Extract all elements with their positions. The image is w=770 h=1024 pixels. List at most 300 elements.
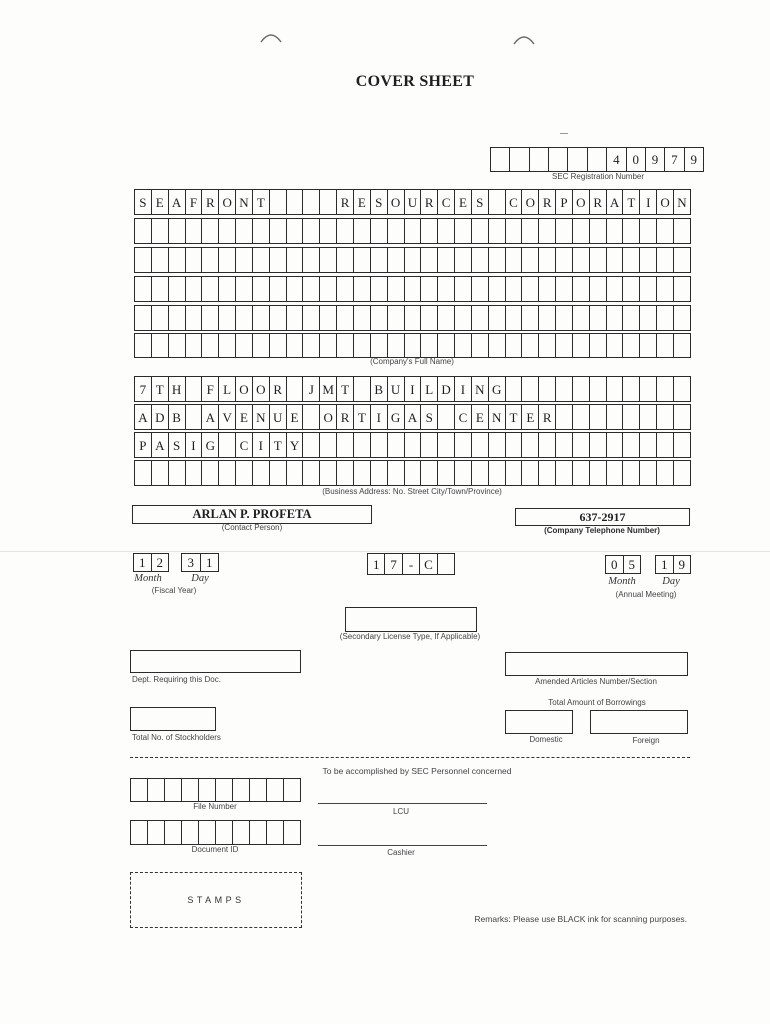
- char-cell: 1: [368, 554, 385, 574]
- stockholders-box: [130, 707, 216, 731]
- char-cell: [354, 461, 371, 485]
- char-cell: [219, 248, 236, 272]
- char-cell: I: [253, 433, 270, 457]
- char-cell: [135, 461, 152, 485]
- char-cell: [320, 461, 337, 485]
- contact-person-label: (Contact Person): [221, 523, 283, 532]
- char-cell: G: [202, 433, 219, 457]
- char-cell: [623, 248, 640, 272]
- char-cell: [287, 306, 304, 330]
- char-cell: [657, 405, 674, 429]
- char-cell: [489, 461, 506, 485]
- char-cell: [607, 377, 624, 401]
- char-cell: A: [202, 405, 219, 429]
- char-cell: [337, 306, 354, 330]
- char-cell: [421, 219, 438, 243]
- char-cell: 7: [665, 148, 684, 171]
- char-cell: [556, 334, 573, 357]
- file-number-label: File Number: [193, 802, 237, 811]
- char-cell: 0: [606, 556, 624, 573]
- char-cell: [472, 248, 489, 272]
- char-cell: [284, 821, 300, 844]
- char-cell: [506, 377, 523, 401]
- foreign-label: Foreign: [632, 736, 660, 745]
- char-cell: [250, 779, 267, 801]
- char-cell: [202, 306, 219, 330]
- char-cell: [135, 219, 152, 243]
- char-cell: [590, 334, 607, 357]
- char-cell: [623, 461, 640, 485]
- char-cell: [522, 377, 539, 401]
- char-cell: [253, 277, 270, 301]
- char-cell: [590, 248, 607, 272]
- char-cell: [674, 334, 690, 357]
- char-cell: [573, 277, 590, 301]
- char-cell: [405, 219, 422, 243]
- char-cell: C: [438, 190, 455, 214]
- char-cell: N: [236, 190, 253, 214]
- char-cell: [320, 306, 337, 330]
- char-cell: [405, 248, 422, 272]
- char-cell: S: [169, 433, 186, 457]
- char-cell: [287, 334, 304, 357]
- char-cell: 5: [628, 557, 635, 572]
- char-cell: [489, 248, 506, 272]
- char-cell: H: [169, 377, 186, 401]
- char-cell: R: [539, 405, 556, 429]
- char-cell: [556, 461, 573, 485]
- char-cell: [590, 219, 607, 243]
- char-cell: [287, 461, 304, 485]
- char-cell: [216, 779, 233, 801]
- char-cell: O: [522, 190, 539, 214]
- char-cell: 1: [134, 554, 152, 571]
- document-id-boxes: [130, 820, 301, 845]
- char-cell: [522, 433, 539, 457]
- char-cell: [388, 433, 405, 457]
- char-cell: E: [455, 190, 472, 214]
- char-cell: [674, 248, 690, 272]
- char-cell: [388, 277, 405, 301]
- char-cell: [489, 219, 506, 243]
- char-cell: [640, 219, 657, 243]
- char-cell: [236, 306, 253, 330]
- cashier-label: Cashier: [387, 848, 415, 857]
- char-cell: [657, 306, 674, 330]
- char-cell: [573, 377, 590, 401]
- page-title: COVER SHEET: [355, 73, 475, 90]
- char-cell: T: [270, 433, 287, 457]
- char-cell: P: [135, 433, 152, 457]
- char-cell: G: [489, 377, 506, 401]
- char-cell: [199, 779, 216, 801]
- char-cell: [472, 433, 489, 457]
- foreign-box: [590, 710, 688, 734]
- char-cell: [506, 219, 523, 243]
- char-cell: [284, 779, 300, 801]
- char-cell: [590, 377, 607, 401]
- char-cell: O: [320, 405, 337, 429]
- company-name-row: [134, 276, 691, 302]
- char-cell: R: [270, 377, 287, 401]
- char-cell: [472, 334, 489, 357]
- char-cell: A: [405, 405, 422, 429]
- char-cell: [287, 190, 304, 214]
- char-cell: [438, 433, 455, 457]
- char-cell: [607, 277, 624, 301]
- char-cell: 9: [646, 148, 665, 171]
- char-cell: R: [337, 190, 354, 214]
- company-name-row: [134, 333, 691, 358]
- annual-meeting-label: (Annual Meeting): [615, 590, 677, 599]
- company-name-row: [134, 218, 691, 244]
- lcu-line: [318, 803, 487, 804]
- char-cell: [182, 779, 199, 801]
- char-cell: E: [522, 405, 539, 429]
- domestic-label: Domestic: [529, 735, 563, 744]
- char-cell: N: [677, 194, 687, 210]
- business-address-label: (Business Address: No. Street City/Town/Province): [322, 487, 502, 496]
- char-cell: [354, 334, 371, 357]
- char-cell: [199, 821, 216, 844]
- char-cell: [421, 306, 438, 330]
- annual-meeting-day-boxes: [655, 555, 691, 574]
- char-cell: [303, 248, 320, 272]
- annual-meeting-day-label: Day: [662, 576, 680, 587]
- char-cell: P: [556, 190, 573, 214]
- char-cell: [568, 148, 587, 171]
- char-cell: [657, 334, 674, 357]
- char-cell: [303, 277, 320, 301]
- char-cell: 1: [656, 556, 674, 573]
- char-cell: [135, 306, 152, 330]
- char-cell: N: [472, 377, 489, 401]
- char-cell: [657, 219, 674, 243]
- char-cell: [236, 248, 253, 272]
- char-cell: U: [388, 377, 405, 401]
- company-name-row: [134, 305, 691, 331]
- char-cell: [640, 405, 657, 429]
- char-cell: [607, 219, 624, 243]
- char-cell: [623, 433, 640, 457]
- char-cell: [219, 433, 236, 457]
- char-cell: [657, 377, 674, 401]
- char-cell: [388, 219, 405, 243]
- char-cell: [169, 306, 186, 330]
- char-cell: [202, 461, 219, 485]
- char-cell: [135, 334, 152, 357]
- char-cell: [623, 277, 640, 301]
- business-address-row: [134, 404, 691, 430]
- char-cell: [455, 248, 472, 272]
- company-name-row: [134, 189, 691, 215]
- stockholders-label: Total No. of Stockholders: [132, 733, 221, 742]
- char-cell: [506, 248, 523, 272]
- char-cell: [320, 190, 337, 214]
- char-cell: [303, 433, 320, 457]
- char-cell: [320, 433, 337, 457]
- char-cell: [640, 433, 657, 457]
- char-cell: [233, 821, 250, 844]
- char-cell: [169, 461, 186, 485]
- char-cell: [388, 461, 405, 485]
- telephone-label: (Company Telephone Number): [544, 526, 660, 535]
- char-cell: [556, 219, 573, 243]
- char-cell: [489, 277, 506, 301]
- char-cell: [303, 190, 320, 214]
- char-cell: 7: [385, 554, 402, 574]
- char-cell: [303, 306, 320, 330]
- char-cell: 0: [627, 148, 646, 171]
- char-cell: E: [472, 405, 489, 429]
- char-cell: [320, 219, 337, 243]
- char-cell: [640, 377, 657, 401]
- char-cell: [388, 334, 405, 357]
- char-cell: [152, 306, 169, 330]
- char-cell: N: [489, 405, 506, 429]
- char-cell: [539, 334, 556, 357]
- char-cell: [169, 334, 186, 357]
- char-cell: D: [438, 377, 455, 401]
- char-cell: A: [135, 405, 152, 429]
- char-cell: [152, 334, 169, 357]
- contact-person-box: [132, 505, 372, 524]
- char-cell: [421, 248, 438, 272]
- char-cell: U: [270, 405, 287, 429]
- char-cell: [556, 248, 573, 272]
- char-cell: [405, 433, 422, 457]
- char-cell: C: [420, 554, 437, 574]
- char-cell: [455, 306, 472, 330]
- char-cell: [219, 219, 236, 243]
- company-name-label: (Company's Full Name): [370, 357, 454, 366]
- char-cell: I: [640, 190, 657, 214]
- char-cell: [303, 461, 320, 485]
- char-cell: R: [590, 190, 607, 214]
- domestic-box: [505, 710, 573, 734]
- char-cell: S: [421, 405, 438, 429]
- char-cell: [421, 334, 438, 357]
- char-cell: [337, 219, 354, 243]
- char-cell: [270, 461, 287, 485]
- char-cell: [640, 334, 657, 357]
- char-cell: [506, 433, 523, 457]
- document-id-label: Document ID: [191, 845, 239, 854]
- char-cell: I: [455, 377, 472, 401]
- char-cell: [405, 277, 422, 301]
- char-cell: 2: [156, 555, 163, 570]
- char-cell: [522, 306, 539, 330]
- char-cell: [354, 306, 371, 330]
- char-cell: [267, 779, 284, 801]
- char-cell: [623, 334, 640, 357]
- char-cell: [455, 433, 472, 457]
- char-cell: [590, 461, 607, 485]
- char-cell: [472, 461, 489, 485]
- char-cell: [202, 334, 219, 357]
- char-cell: [236, 219, 253, 243]
- char-cell: [186, 306, 203, 330]
- char-cell: [607, 306, 624, 330]
- amended-articles-label: Amended Articles Number/Section: [535, 677, 657, 686]
- char-cell: [354, 377, 371, 401]
- stamps-label: STAMPS: [187, 895, 245, 905]
- char-cell: S: [371, 190, 388, 214]
- fiscal-day-label: Day: [191, 573, 209, 584]
- char-cell: E: [287, 405, 304, 429]
- char-cell: [371, 248, 388, 272]
- char-cell: [623, 377, 640, 401]
- char-cell: [388, 248, 405, 272]
- char-cell: S: [135, 190, 152, 214]
- char-cell: [371, 277, 388, 301]
- char-cell: [539, 306, 556, 330]
- char-cell: [186, 219, 203, 243]
- char-cell: [674, 306, 690, 330]
- char-cell: [510, 148, 529, 171]
- char-cell: [640, 277, 657, 301]
- char-cell: D: [152, 405, 169, 429]
- contact-person-name: ARLAN P. PROFETA: [192, 507, 312, 522]
- business-address-row: [134, 376, 691, 402]
- char-cell: [202, 219, 219, 243]
- char-cell: [405, 461, 422, 485]
- char-cell: [371, 433, 388, 457]
- char-cell: [253, 461, 270, 485]
- char-cell: [455, 461, 472, 485]
- stamps-box: [130, 872, 302, 928]
- fiscal-day-boxes: [181, 553, 219, 572]
- char-cell: [573, 334, 590, 357]
- telephone-box: [515, 508, 690, 526]
- char-cell: [438, 461, 455, 485]
- business-address-row: [134, 432, 691, 458]
- char-cell: [556, 405, 573, 429]
- char-cell: [250, 821, 267, 844]
- char-cell: [607, 248, 624, 272]
- char-cell: [186, 248, 203, 272]
- char-cell: [623, 405, 640, 429]
- char-cell: [169, 277, 186, 301]
- char-cell: [674, 405, 690, 429]
- char-cell: I: [405, 377, 422, 401]
- char-cell: [337, 433, 354, 457]
- char-cell: [438, 248, 455, 272]
- char-cell: [556, 277, 573, 301]
- char-cell: [202, 277, 219, 301]
- char-cell: 1: [206, 555, 213, 570]
- char-cell: [354, 248, 371, 272]
- char-cell: [522, 334, 539, 357]
- char-cell: [421, 277, 438, 301]
- char-cell: [236, 277, 253, 301]
- char-cell: O: [253, 377, 270, 401]
- char-cell: [607, 334, 624, 357]
- fiscal-month-boxes: [133, 553, 169, 572]
- char-cell: A: [169, 190, 186, 214]
- char-cell: [303, 334, 320, 357]
- char-cell: [455, 219, 472, 243]
- char-cell: [371, 461, 388, 485]
- char-cell: [573, 405, 590, 429]
- char-cell: [539, 277, 556, 301]
- telephone-number: 637-2917: [579, 510, 626, 524]
- char-cell: [152, 461, 169, 485]
- char-cell: [590, 433, 607, 457]
- lcu-label: LCU: [392, 807, 410, 816]
- char-cell: [131, 779, 148, 801]
- char-cell: [186, 377, 203, 401]
- char-cell: C: [506, 190, 523, 214]
- char-cell: [674, 461, 690, 485]
- char-cell: [253, 334, 270, 357]
- char-cell: [438, 306, 455, 330]
- char-cell: [371, 334, 388, 357]
- hole-punch-mark: [512, 30, 536, 46]
- char-cell: [405, 306, 422, 330]
- char-cell: [186, 334, 203, 357]
- char-cell: T: [337, 377, 354, 401]
- char-cell: [674, 433, 690, 457]
- char-cell: [438, 405, 455, 429]
- char-cell: [472, 219, 489, 243]
- char-cell: [438, 334, 455, 357]
- char-cell: [657, 248, 674, 272]
- char-cell: J: [303, 377, 320, 401]
- char-cell: E: [236, 405, 253, 429]
- char-cell: [216, 821, 233, 844]
- char-cell: [219, 306, 236, 330]
- char-cell: [522, 248, 539, 272]
- char-cell: [165, 821, 182, 844]
- char-cell: I: [186, 433, 203, 457]
- char-cell: M: [320, 377, 337, 401]
- department-label: Dept. Requiring this Doc.: [132, 675, 221, 684]
- char-cell: [337, 248, 354, 272]
- char-cell: [640, 248, 657, 272]
- borrowings-label: Total Amount of Borrowings: [548, 698, 646, 707]
- cashier-line: [318, 845, 487, 846]
- char-cell: O: [236, 377, 253, 401]
- char-cell: [539, 433, 556, 457]
- amended-articles-box: [505, 652, 688, 676]
- char-cell: [303, 219, 320, 243]
- char-cell: [320, 248, 337, 272]
- char-cell: [455, 334, 472, 357]
- char-cell: A: [152, 433, 169, 457]
- char-cell: [303, 405, 320, 429]
- char-cell: [556, 377, 573, 401]
- char-cell: [489, 433, 506, 457]
- char-cell: R: [202, 190, 219, 214]
- sec-personnel-heading: To be accomplished by SEC Personnel concerned: [322, 766, 512, 776]
- char-cell: [640, 461, 657, 485]
- char-cell: [506, 306, 523, 330]
- char-cell: [354, 433, 371, 457]
- char-cell: [489, 306, 506, 330]
- char-cell: [438, 219, 455, 243]
- char-cell: [573, 248, 590, 272]
- char-cell: T: [623, 190, 640, 214]
- char-cell: [337, 461, 354, 485]
- char-cell: E: [354, 190, 371, 214]
- char-cell: N: [253, 405, 270, 429]
- char-cell: [165, 779, 182, 801]
- section-divider: [130, 757, 690, 758]
- char-cell: [438, 554, 454, 574]
- char-cell: [337, 334, 354, 357]
- char-cell: -: [403, 554, 420, 574]
